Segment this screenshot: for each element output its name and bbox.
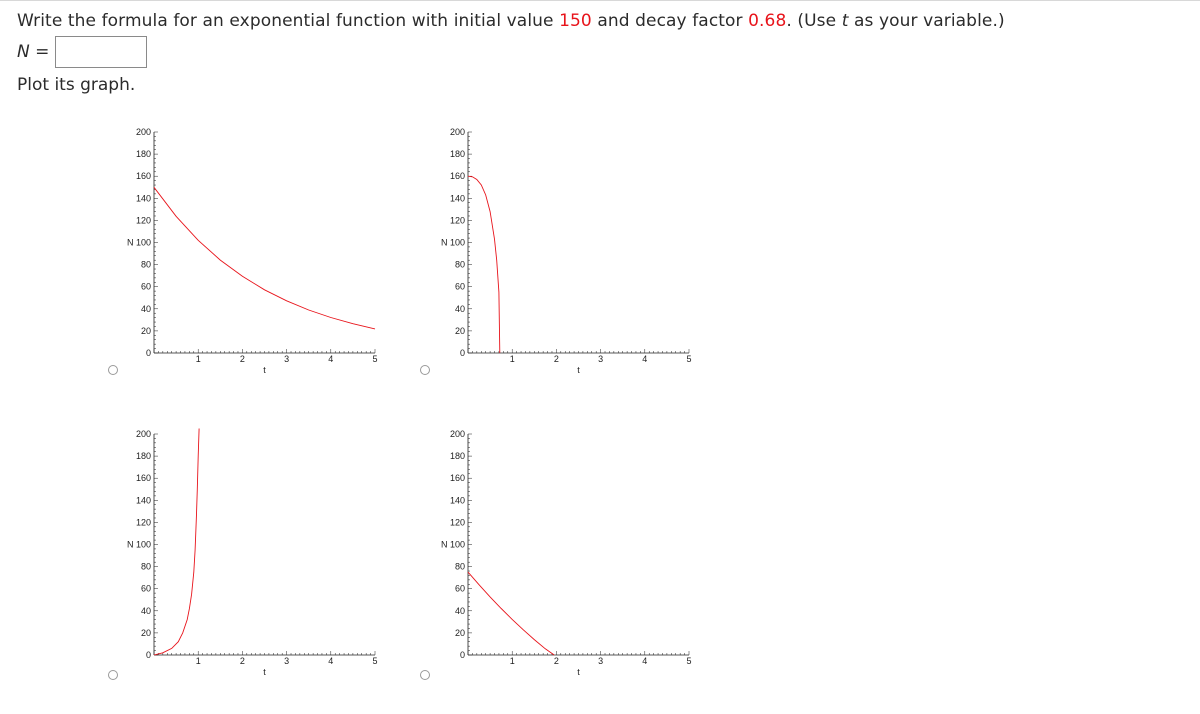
initial-value: 150 (559, 11, 592, 31)
y-tick-label: 180 (449, 451, 465, 462)
y-tick-label: 0 (459, 650, 465, 660)
x-tick-label: 1 (509, 354, 515, 364)
y-tick-label: 80 (140, 561, 151, 572)
y-tick-label: 160 (449, 171, 465, 182)
x-tick-label: 3 (284, 354, 290, 364)
y-tick-label: 200 (135, 429, 151, 439)
decay-factor: 0.68 (748, 11, 787, 31)
y-tick-label: N 100 (440, 539, 465, 550)
y-tick-label: N 100 (126, 237, 151, 248)
y-tick-label: 40 (454, 605, 465, 616)
y-tick-label: 60 (140, 281, 151, 292)
y-tick-label: N 100 (440, 237, 465, 248)
plot-prompt: Plot its graph. (17, 75, 136, 95)
formula-input[interactable] (55, 36, 147, 68)
y-tick-label: 20 (454, 325, 465, 336)
answer-row (17, 35, 147, 69)
curve-series (468, 572, 554, 655)
y-tick-label: 200 (449, 429, 465, 439)
y-tick-label: 140 (135, 193, 151, 204)
y-tick-label: 120 (449, 517, 465, 528)
y-tick-label: 60 (140, 583, 151, 594)
y-tick-label: 160 (449, 473, 465, 484)
x-tick-label: 1 (195, 354, 201, 364)
x-tick-label: 3 (598, 656, 604, 666)
option-d-radio[interactable] (420, 670, 430, 680)
y-tick-label: 120 (449, 215, 465, 226)
question-part-1: Write the formula for an exponential function with initial value (17, 11, 560, 31)
x-axis-label: t (577, 365, 580, 375)
x-tick-label: 4 (642, 354, 648, 364)
y-tick-label: N 100 (126, 539, 151, 550)
y-tick-label: 140 (449, 193, 465, 204)
top-divider (0, 0, 1200, 1)
x-tick-label: 4 (642, 656, 648, 666)
y-tick-label: 200 (135, 127, 151, 137)
graph-option-b[interactable] (430, 122, 700, 382)
y-tick-label: 160 (135, 473, 151, 484)
y-tick-label: 20 (140, 627, 151, 638)
x-tick-label: 3 (284, 656, 290, 666)
x-tick-label: 1 (509, 656, 515, 666)
y-tick-label: 60 (454, 281, 465, 292)
y-tick-label: 180 (135, 451, 151, 462)
x-axis-label: t (577, 667, 580, 677)
y-tick-label: 0 (145, 650, 151, 660)
x-tick-label: 3 (598, 354, 604, 364)
option-b-radio[interactable] (420, 365, 430, 375)
x-tick-label: 5 (686, 656, 692, 666)
graph-option-c[interactable] (116, 424, 386, 684)
x-tick-label: 2 (239, 656, 245, 666)
y-tick-label: 40 (454, 303, 465, 314)
question-part-2: and decay factor (591, 11, 749, 31)
question-part-4: as your variable.) (848, 11, 1005, 31)
graph-option-a[interactable] (116, 122, 386, 382)
x-axis-label: t (263, 365, 266, 375)
x-tick-label: 5 (372, 354, 378, 364)
curve-series (154, 187, 375, 329)
y-tick-label: 80 (454, 259, 465, 270)
curve-series (154, 429, 199, 656)
x-tick-label: 5 (686, 354, 692, 364)
x-tick-label: 4 (328, 656, 334, 666)
y-tick-label: 0 (145, 348, 151, 358)
y-tick-label: 140 (449, 495, 465, 506)
x-tick-label: 5 (372, 656, 378, 666)
y-tick-label: 140 (135, 495, 151, 506)
question-part-3: . (Use (786, 11, 842, 31)
answer-label: N = (17, 42, 50, 62)
x-tick-label: 1 (195, 656, 201, 666)
y-tick-label: 80 (140, 259, 151, 270)
y-tick-label: 180 (449, 149, 465, 160)
curve-series (468, 176, 500, 353)
y-tick-label: 120 (135, 215, 151, 226)
x-axis-label: t (263, 667, 266, 677)
variable-name: t (841, 11, 849, 31)
x-tick-label: 2 (239, 354, 245, 364)
y-tick-label: 40 (140, 605, 151, 616)
y-tick-label: 200 (449, 127, 465, 137)
y-tick-label: 180 (135, 149, 151, 160)
y-tick-label: 120 (135, 517, 151, 528)
y-tick-label: 60 (454, 583, 465, 594)
question-text (17, 11, 1005, 31)
y-tick-label: 40 (140, 303, 151, 314)
graph-option-d[interactable] (430, 424, 700, 684)
y-tick-label: 160 (135, 171, 151, 182)
y-tick-label: 80 (454, 561, 465, 572)
y-tick-label: 20 (140, 325, 151, 336)
y-tick-label: 20 (454, 627, 465, 638)
x-tick-label: 2 (553, 656, 559, 666)
x-tick-label: 4 (328, 354, 334, 364)
x-tick-label: 2 (553, 354, 559, 364)
y-tick-label: 0 (459, 348, 465, 358)
